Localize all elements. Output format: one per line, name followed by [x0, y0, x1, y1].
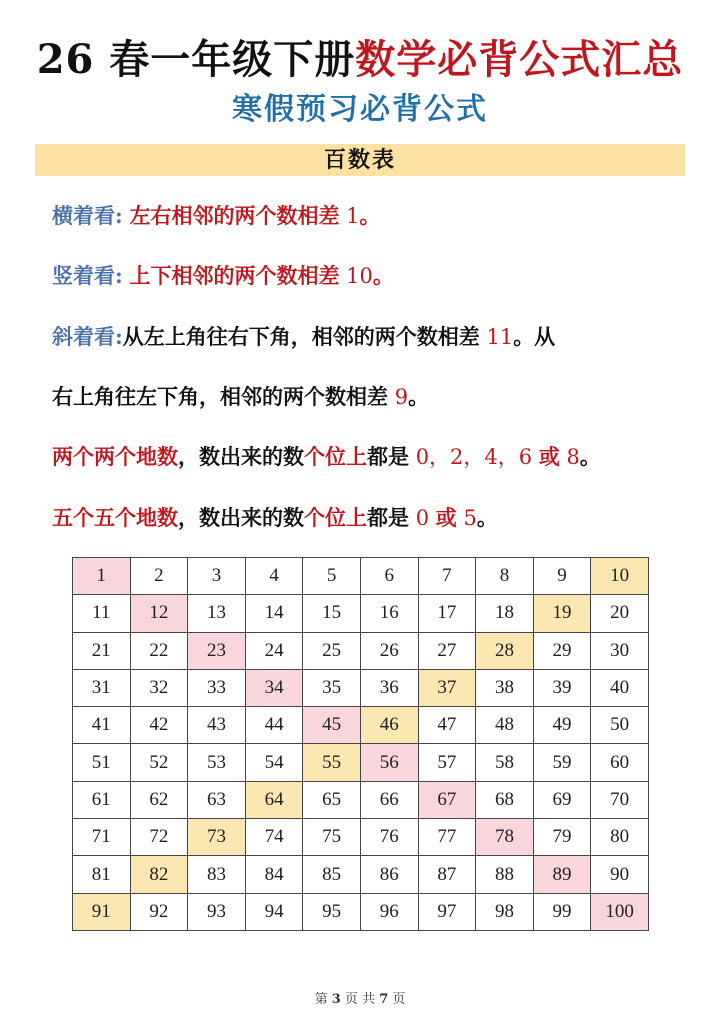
table-cell: 5	[303, 558, 361, 595]
table-row	[73, 632, 649, 669]
table-cell: 20	[591, 595, 649, 632]
table-cell: 41	[73, 707, 131, 744]
page-subtitle: 寒假预习必背公式	[232, 92, 488, 127]
table-cell: 26	[360, 632, 418, 669]
table-cell: 66	[360, 781, 418, 818]
table-cell: 53	[188, 744, 246, 781]
rule-text: 五个五个地数	[52, 505, 178, 530]
rule-text: 或	[538, 444, 560, 469]
table-cell: 57	[418, 744, 476, 781]
table-cell: 22	[130, 632, 188, 669]
table-cell: 89	[533, 856, 591, 893]
rule-end: 。	[408, 384, 430, 409]
rule-number: 11	[486, 325, 514, 349]
rule-text: 都是	[367, 444, 409, 469]
table-cell: 34	[245, 669, 303, 706]
table-row	[73, 744, 649, 781]
table-cell: 59	[533, 744, 591, 781]
table-cell: 93	[188, 893, 246, 930]
table-cell: 91	[73, 893, 131, 930]
rule-label: 横着看:	[52, 203, 123, 228]
table-cell: 44	[245, 707, 303, 744]
rule-text: 都是	[367, 505, 409, 530]
table-cell: 4	[245, 558, 303, 595]
table-cell: 100	[591, 893, 649, 930]
rule-end: 。	[476, 505, 498, 530]
hundred-chart-body	[73, 558, 649, 931]
rule-number: 1	[346, 204, 360, 228]
rule-diagonal-line1	[52, 322, 692, 352]
rule-count-by-two	[52, 442, 692, 472]
table-cell: 79	[533, 819, 591, 856]
footer-page-number: 3	[331, 992, 341, 1007]
table-cell: 86	[360, 856, 418, 893]
table-cell: 71	[73, 819, 131, 856]
table-cell: 62	[130, 781, 188, 818]
table-row	[73, 856, 649, 893]
table-cell: 50	[591, 707, 649, 744]
hundred-chart	[72, 557, 649, 931]
table-cell: 64	[245, 781, 303, 818]
table-cell: 60	[591, 744, 649, 781]
footer-middle: 页 共	[344, 992, 376, 1007]
table-cell: 81	[73, 856, 131, 893]
table-cell: 67	[418, 781, 476, 818]
footer-total-pages: 7	[379, 992, 389, 1007]
table-cell: 70	[591, 781, 649, 818]
table-cell: 17	[418, 595, 476, 632]
rule-text: 左右相邻的两个数相差	[129, 203, 340, 228]
table-cell: 42	[130, 707, 188, 744]
table-cell: 92	[130, 893, 188, 930]
table-cell: 49	[533, 707, 591, 744]
rule-text: 。从	[513, 324, 556, 349]
table-cell: 36	[360, 669, 418, 706]
table-cell: 73	[188, 819, 246, 856]
table-cell: 40	[591, 669, 649, 706]
table-cell: 83	[188, 856, 246, 893]
rule-end: 。	[579, 444, 601, 469]
table-cell: 35	[303, 669, 361, 706]
table-cell: 54	[245, 744, 303, 781]
rule-text: 右上角往左下角，相邻的两个数相差	[52, 384, 388, 409]
rule-number: 9	[394, 385, 409, 409]
table-cell: 72	[130, 819, 188, 856]
table-cell: 10	[591, 558, 649, 595]
rule-text: 从左上角往右下角，相邻的两个数相差	[122, 324, 480, 349]
table-cell: 15	[303, 595, 361, 632]
table-cell: 33	[188, 669, 246, 706]
table-row	[73, 558, 649, 595]
rule-count-by-five	[52, 503, 692, 533]
rule-vertical	[52, 261, 692, 291]
rule-number: 0	[415, 506, 430, 530]
footer-suffix: 页	[392, 992, 406, 1007]
table-cell: 9	[533, 558, 591, 595]
table-cell: 14	[245, 595, 303, 632]
rule-text: 上下相邻的两个数相差	[129, 263, 340, 288]
rule-end: 。	[359, 203, 381, 228]
rule-text: 两个两个地数	[52, 444, 178, 469]
table-row	[73, 893, 649, 930]
table-cell: 6	[360, 558, 418, 595]
table-cell: 58	[476, 744, 534, 781]
table-cell: 7	[418, 558, 476, 595]
rule-diagonal-line2	[52, 382, 692, 412]
table-cell: 94	[245, 893, 303, 930]
table-cell: 25	[303, 632, 361, 669]
table-cell: 21	[73, 632, 131, 669]
table-cell: 43	[188, 707, 246, 744]
section-banner: 百数表	[35, 144, 685, 176]
table-cell: 24	[245, 632, 303, 669]
table-cell: 3	[188, 558, 246, 595]
table-cell: 77	[418, 819, 476, 856]
table-cell: 32	[130, 669, 188, 706]
table-cell: 28	[476, 632, 534, 669]
rule-horizontal	[52, 201, 692, 231]
table-cell: 30	[591, 632, 649, 669]
table-cell: 39	[533, 669, 591, 706]
table-cell: 56	[360, 744, 418, 781]
table-cell: 74	[245, 819, 303, 856]
table-cell: 55	[303, 744, 361, 781]
table-cell: 2	[130, 558, 188, 595]
table-row	[73, 595, 649, 632]
table-cell: 13	[188, 595, 246, 632]
table-cell: 37	[418, 669, 476, 706]
table-cell: 96	[360, 893, 418, 930]
table-cell: 18	[476, 595, 534, 632]
table-cell: 29	[533, 632, 591, 669]
rule-text: ，数出来的数	[178, 444, 304, 469]
title-main: 26 春一年级下册	[36, 36, 356, 83]
table-cell: 19	[533, 595, 591, 632]
table-cell: 95	[303, 893, 361, 930]
table-cell: 12	[130, 595, 188, 632]
rule-label: 竖着看:	[52, 263, 123, 288]
rule-number: 10	[346, 264, 373, 288]
rule-text: 个位上	[304, 505, 367, 530]
table-cell: 97	[418, 893, 476, 930]
table-cell: 68	[476, 781, 534, 818]
table-row	[73, 707, 649, 744]
table-cell: 8	[476, 558, 534, 595]
table-cell: 52	[130, 744, 188, 781]
table-cell: 88	[476, 856, 534, 893]
title-highlight: 数学必背公式汇总	[355, 36, 684, 83]
table-cell: 31	[73, 669, 131, 706]
table-cell: 75	[303, 819, 361, 856]
rule-text: ，数出来的数	[178, 505, 304, 530]
table-cell: 1	[73, 558, 131, 595]
page-title	[0, 30, 720, 90]
table-cell: 11	[73, 595, 131, 632]
table-cell: 45	[303, 707, 361, 744]
table-cell: 99	[533, 893, 591, 930]
rule-text: 个位上	[304, 444, 367, 469]
table-cell: 27	[418, 632, 476, 669]
table-cell: 98	[476, 893, 534, 930]
table-cell: 78	[476, 819, 534, 856]
rule-number: 0，2，4，6	[415, 445, 533, 469]
table-cell: 87	[418, 856, 476, 893]
table-cell: 63	[188, 781, 246, 818]
table-cell: 23	[188, 632, 246, 669]
page-footer	[0, 988, 720, 1007]
table-cell: 84	[245, 856, 303, 893]
table-cell: 61	[73, 781, 131, 818]
table-cell: 82	[130, 856, 188, 893]
rule-end: 。	[372, 263, 394, 288]
table-cell: 80	[591, 819, 649, 856]
table-cell: 85	[303, 856, 361, 893]
rule-number: 8	[566, 445, 580, 469]
table-cell: 90	[591, 856, 649, 893]
table-cell: 69	[533, 781, 591, 818]
table-cell: 51	[73, 744, 131, 781]
rule-label: 斜着看:	[52, 324, 123, 349]
table-cell: 16	[360, 595, 418, 632]
table-cell: 47	[418, 707, 476, 744]
footer-prefix: 第	[314, 992, 328, 1007]
table-cell: 48	[476, 707, 534, 744]
table-cell: 76	[360, 819, 418, 856]
table-cell: 46	[360, 707, 418, 744]
table-cell: 38	[476, 669, 534, 706]
rule-text: 或	[435, 505, 457, 530]
table-cell: 65	[303, 781, 361, 818]
table-row	[73, 781, 649, 818]
table-row	[73, 669, 649, 706]
table-row	[73, 819, 649, 856]
rule-number: 5	[463, 506, 477, 530]
